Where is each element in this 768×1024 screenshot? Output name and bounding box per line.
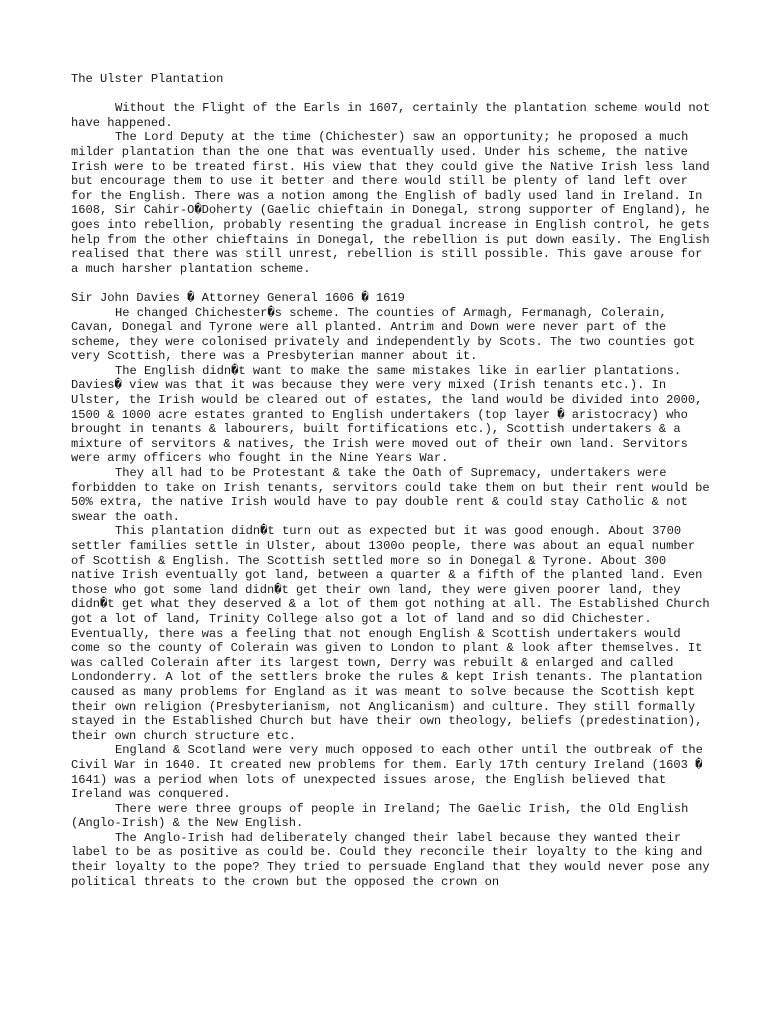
document-title: The Ulster Plantation <box>71 72 224 86</box>
paragraph: This plantation didn�t turn out as expected but it was good enough. About 3700 settler families settle in Ulster, about 1300o people, there was about an equal number of Scottish & English. The Scottish settled more so in Donegal & Tyrone. About 300 native Irish eventually got land, between a quarter & a fifth of the planted land. Even those who got some land didn�t get their own land, they were given poorer land, they didn�t get what they deserved & a lot of them got nothing at all. The Established Church got a lot of land, Trinity College also got a lot of land and so did Chichester. Eventually, there was a feeling that not enough English & Scottish undertakers would come so the county of Colerain was given to London to plant & look after themselves. It was called Colerain after its largest town, Derry was rebuilt & enlarged and called Londonderry. A lot of the settlers broke the rules & kept Irish tenants. The plantation caused as many problems for England as it was meant to solve because the Scottish kept their own religion (Presbyterianism, not Anglicanism) and culture. They still formally stayed in the Established Church but have their own theology, beliefs (predestination), their own church structure etc. <box>71 524 710 743</box>
paragraph: There were three groups of people in Ireland; The Gaelic Irish, the Old English (Anglo-Irish) & the New English. <box>71 801 689 831</box>
paragraph: Without the Flight of the Earls in 1607, certainly the plantation scheme would not have happened. <box>71 101 711 130</box>
paragraph: England & Scotland were very much opposed to each other until the outbreak of the Civil War in 1640. It created new problems for them. Early 17th century Ireland (1603 � 1641) was a period when lots of unexpected issues arose, the English believed that Ireland was conquered. <box>71 743 703 802</box>
paragraph: He changed Chichester�s scheme. The counties of Armagh, Fermanagh, Colerain, Cavan, Donegal and Tyrone were all planted. Antrim and Down were never part of the scheme, they were colonised privately and independently by Scots. The two counties got very Scottish, there was a Presbyterian manner about it. <box>71 305 696 364</box>
document-page <box>71 72 711 889</box>
paragraph: They all had to be Protestant & take the Oath of Supremacy, undertakers were forbidden to take on Irish tenants, servitors could take them on but their rent would be 50% extra, the native Irish would have to pay double rent & could stay Catholic & not swear the oath. <box>71 466 710 524</box>
paragraph: The Lord Deputy at the time (Chichester) saw an opportunity; he proposed a much milder plantation than the one that was eventually used. Under his scheme, the native Irish were to be treated first. His view that they could give the Native Irish less land but encourage them to use it better and there would still be plenty of land left over for the English. There was a notion among the English of badly used land in Ireland. In 1608, Sir Cahir-O�Doherty (Gaelic chieftain in Donegal, strong supporter of England), he goes into rebellion, probably resenting the gradual increase in English control, he gets help from the other chieftains in Donegal, the rebellion is put down easily. The English realised that there was still unrest, rebellion is still possible. This gave arouse for a much harsher plantation scheme. <box>71 130 710 276</box>
paragraph: The English didn�t want to make the same mistakes like in earlier plantations. Davies� view was that it was because they were very mixed (Irish tenants etc.). In Ulster, the Irish would be cleared out of estates, the land would be divided into 2000, 1500 & 1000 acre estates granted to English undertakers (top layer � aristocracy) who brought in tenants & labourers, built fortifications etc.), Scottish undertakers & a mixture of servitors & natives, the Irish were moved out of their own land. Servitors were army officers who fought in the Nine Years War. <box>71 363 703 466</box>
section-heading: Sir John Davies � Attorney General 1606 � 1619 <box>71 290 405 305</box>
paragraph: The Anglo-Irish had deliberately changed their label because they wanted their label to be as positive as could be. Could they reconcile their loyalty to the king and their loyalty to the pope? They tried to persuade England that they would never pose any political threats to the crown but the opposed the crown on <box>71 830 710 889</box>
